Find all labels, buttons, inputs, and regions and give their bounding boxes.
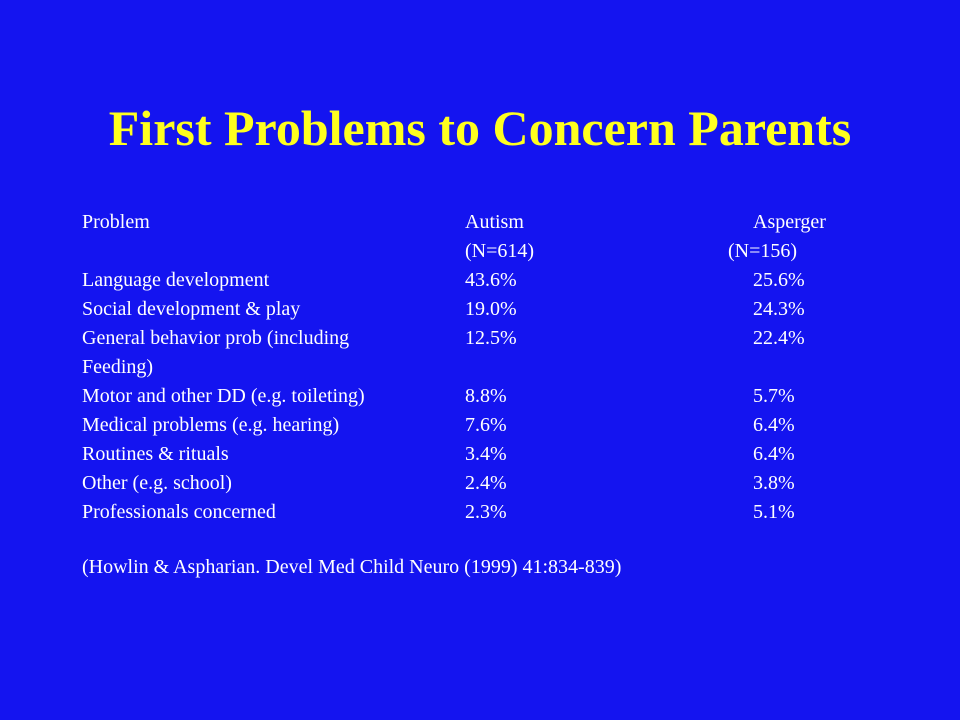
asperger-cell: 5.7% <box>753 385 795 407</box>
problem-cell: Social development & play <box>82 298 301 320</box>
problem-cell: Professionals concerned <box>82 501 276 523</box>
autism-cell: 3.4% <box>465 443 507 465</box>
problem-cell: Feeding) <box>82 356 154 378</box>
asperger-cell: 25.6% <box>753 269 805 291</box>
asperger-cell: 24.3% <box>753 298 805 320</box>
problem-cell: Other (e.g. school) <box>82 472 232 494</box>
autism-cell: 2.3% <box>465 501 507 523</box>
autism-cell: 43.6% <box>465 269 517 291</box>
problem-cell: General behavior prob (including <box>82 327 350 349</box>
asperger-cell: 3.8% <box>753 472 795 494</box>
asperger-cell: 6.4% <box>753 443 795 465</box>
header-asperger-n: (N=156) <box>728 240 798 262</box>
asperger-cell: 6.4% <box>753 414 795 436</box>
autism-cell: 8.8% <box>465 385 507 407</box>
problem-cell: Motor and other DD (e.g. toileting) <box>82 385 365 407</box>
citation: (Howlin & Aspharian. Devel Med Child Neuro (1999) 41:834-839) <box>82 556 622 578</box>
problem-cell: Routines & rituals <box>82 443 229 465</box>
autism-cell: 2.4% <box>465 472 507 494</box>
header-asperger: Asperger <box>753 211 826 233</box>
header-autism: Autism <box>465 211 524 233</box>
slide-title: First Problems to Concern Parents <box>108 100 852 156</box>
problem-cell: Medical problems (e.g. hearing) <box>82 414 340 436</box>
header-problem: Problem <box>82 211 150 233</box>
autism-cell: 19.0% <box>465 298 517 320</box>
autism-cell: 7.6% <box>465 414 507 436</box>
header-autism-n: (N=614) <box>465 240 535 262</box>
asperger-cell: 5.1% <box>753 501 795 523</box>
autism-cell: 12.5% <box>465 327 517 349</box>
asperger-cell: 22.4% <box>753 327 805 349</box>
problem-cell: Language development <box>82 269 270 291</box>
